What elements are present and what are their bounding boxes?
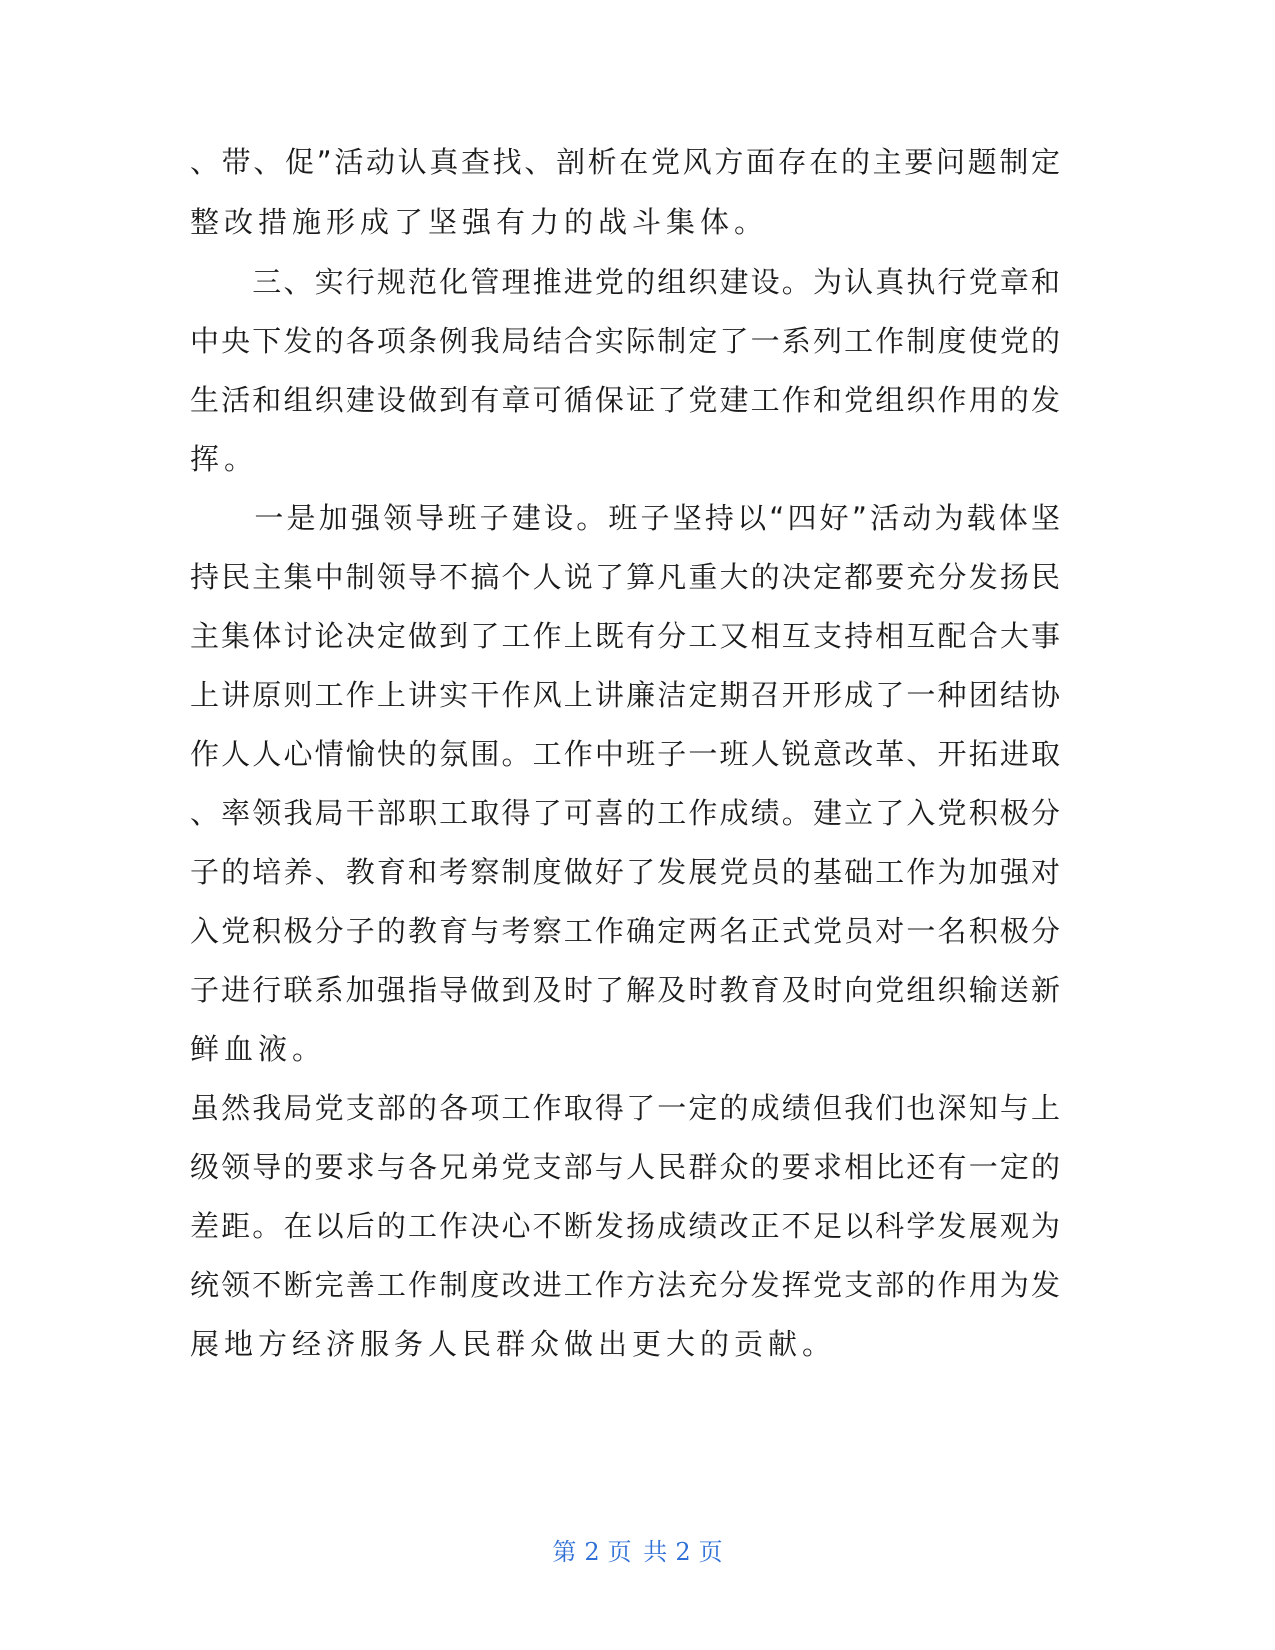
text-line: 生活和组织建设做到有章可循保证了党建工作和党组织作用的发	[190, 383, 1060, 417]
text-line: 展地方经济服务人民群众做出更大的贡献。	[190, 1327, 837, 1361]
text-line: 一是加强领导班子建设。班子坚持以“四好”活动为载体坚	[190, 501, 1060, 535]
text-line: 整改措施形成了坚强有力的战斗集体。	[190, 205, 769, 239]
text-line: 、带、促”活动认真查找、剖析在党风方面存在的主要问题制定	[190, 145, 1060, 179]
text-line: 主集体讨论决定做到了工作上既有分工又相互支持相互配合大事	[190, 619, 1060, 653]
text-line: 挥。	[190, 442, 259, 476]
text-line: 子的培养、教育和考察制度做好了发展党员的基础工作为加强对	[190, 855, 1060, 889]
text-line: 统领不断完善工作制度改进工作方法充分发挥党支部的作用为发	[190, 1268, 1060, 1302]
footer-suffix: 页	[698, 1538, 723, 1566]
text-line: 入党积极分子的教育与考察工作确定两名正式党员对一名积极分	[190, 914, 1060, 948]
text-line: 差距。在以后的工作决心不断发扬成绩改正不足以科学发展观为	[190, 1209, 1060, 1243]
text-line: 三、实行规范化管理推进党的组织建设。为认真执行党章和	[190, 265, 1060, 299]
text-line: 作人人心情愉快的氛围。工作中班子一班人锐意改革、开拓进取	[190, 737, 1060, 771]
footer-total-pages: 2	[675, 1538, 691, 1566]
text-line: 级领导的要求与各兄弟党支部与人民群众的要求相比还有一定的	[190, 1150, 1060, 1184]
text-line: 持民主集中制领导不搞个人说了算凡重大的决定都要充分发扬民	[190, 560, 1060, 594]
text-line: 、率领我局干部职工取得了可喜的工作成绩。建立了入党积极分	[190, 796, 1060, 830]
text-line: 上讲原则工作上讲实干作风上讲廉洁定期召开形成了一种团结协	[190, 678, 1060, 712]
footer-prefix: 第	[552, 1538, 577, 1566]
text-line: 鲜血液。	[190, 1032, 327, 1066]
text-line: 中央下发的各项条例我局结合实际制定了一系列工作制度使党的	[190, 324, 1060, 358]
text-line: 虽然我局党支部的各项工作取得了一定的成绩但我们也深知与上	[190, 1091, 1060, 1125]
text-line: 子进行联系加强指导做到及时了解及时教育及时向党组织输送新	[190, 973, 1060, 1007]
footer-current-page: 2	[584, 1538, 600, 1566]
footer-middle: 页 共	[607, 1538, 668, 1566]
page-number-footer	[0, 1532, 1275, 1567]
